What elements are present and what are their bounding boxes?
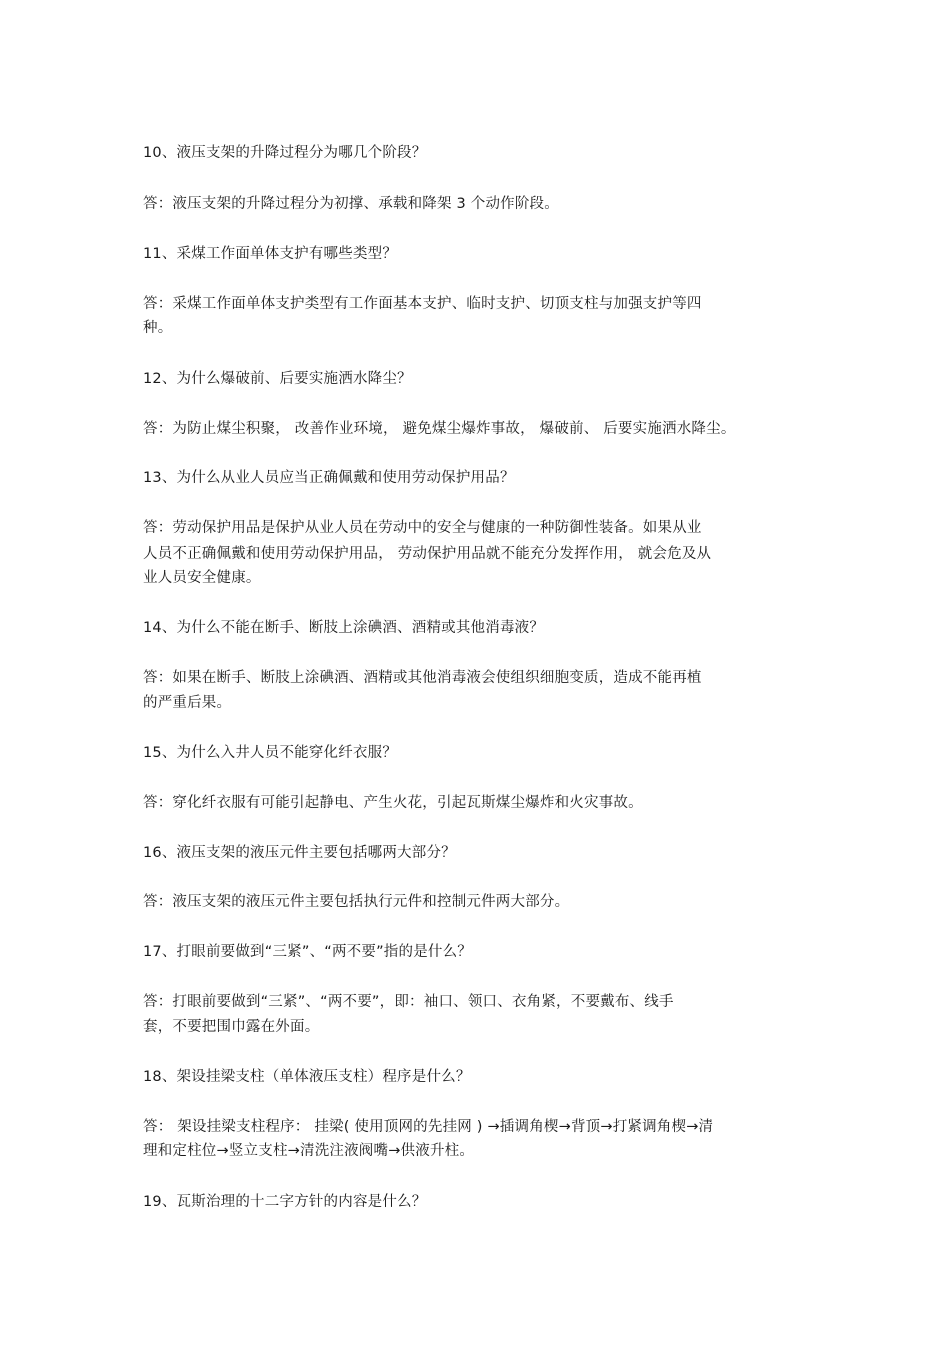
question-15: 15、为什么入井人员不能穿化纤衣服？ (143, 745, 398, 761)
question-13: 13、为什么从业人员应当正确佩戴和使用劳动保护用品？ (143, 470, 515, 486)
question-19: 19、瓦斯治理的十二字方针的内容是什么？ (143, 1194, 427, 1210)
answer-18-line-1: 答： 架设挂梁支柱程序： 挂梁( 使用顶网的先挂网 ) →插调角楔→背顶→打紧调角楔→清 (143, 1119, 714, 1135)
answer-10: 答：液压支架的升降过程分为初撑、承载和降架 3 个动作阶段。 (143, 196, 559, 212)
answer-14-line-1: 答：如果在断手、断肢上涂碘酒、酒精或其他消毒液会使组织细胞变质，造成不能再植 (143, 670, 702, 686)
answer-11-line-2: 种。 (143, 320, 173, 336)
answer-13-line-2: 人员不正确佩戴和使用劳动保护用品， 劳动保护用品就不能充分发挥作用， 就会危及从 (143, 546, 712, 562)
question-14: 14、为什么不能在断手、断肢上涂碘酒、酒精或其他消毒液？ (143, 620, 545, 636)
answer-17-line-2: 套，不要把围巾露在外面。 (143, 1019, 320, 1035)
question-18: 18、架设挂梁支柱（单体液压支柱）程序是什么？ (143, 1069, 471, 1085)
answer-17-line-1: 答：打眼前要做到“三紧”、“两不要”，即：袖口、领口、衣角紧，不要戴布、线手 (143, 994, 674, 1010)
question-12: 12、为什么爆破前、后要实施洒水降尘？ (143, 371, 412, 387)
answer-18-line-2: 理和定柱位→竖立支柱→清洗注液阀嘴→供液升柱。 (143, 1143, 475, 1159)
answer-13-line-1: 答：劳动保护用品是保护从业人员在劳动中的安全与健康的一种防御性装备。如果从业 (143, 520, 702, 536)
answer-11-line-1: 答：采煤工作面单体支护类型有工作面基本支护、临时支护、切顶支柱与加强支护等四 (143, 296, 702, 312)
question-17: 17、打眼前要做到“三紧”、“两不要”指的是什么？ (143, 944, 472, 960)
question-16: 16、液压支架的液压元件主要包括哪两大部分？ (143, 845, 456, 861)
answer-14-line-2: 的严重后果。 (143, 695, 232, 711)
answer-16: 答：液压支架的液压元件主要包括执行元件和控制元件两大部分。 (143, 894, 570, 910)
question-11: 11、采煤工作面单体支护有哪些类型？ (143, 246, 398, 262)
question-10: 10、液压支架的升降过程分为哪几个阶段？ (143, 145, 427, 161)
answer-12: 答：为防止煤尘积聚， 改善作业环境， 避免煤尘爆炸事故， 爆破前、 后要实施洒水降尘。 (143, 421, 736, 437)
answer-15: 答：穿化纤衣服有可能引起静电、产生火花，引起瓦斯煤尘爆炸和火灾事故。 (143, 795, 643, 811)
answer-13-line-3: 业人员安全健康。 (143, 570, 261, 586)
